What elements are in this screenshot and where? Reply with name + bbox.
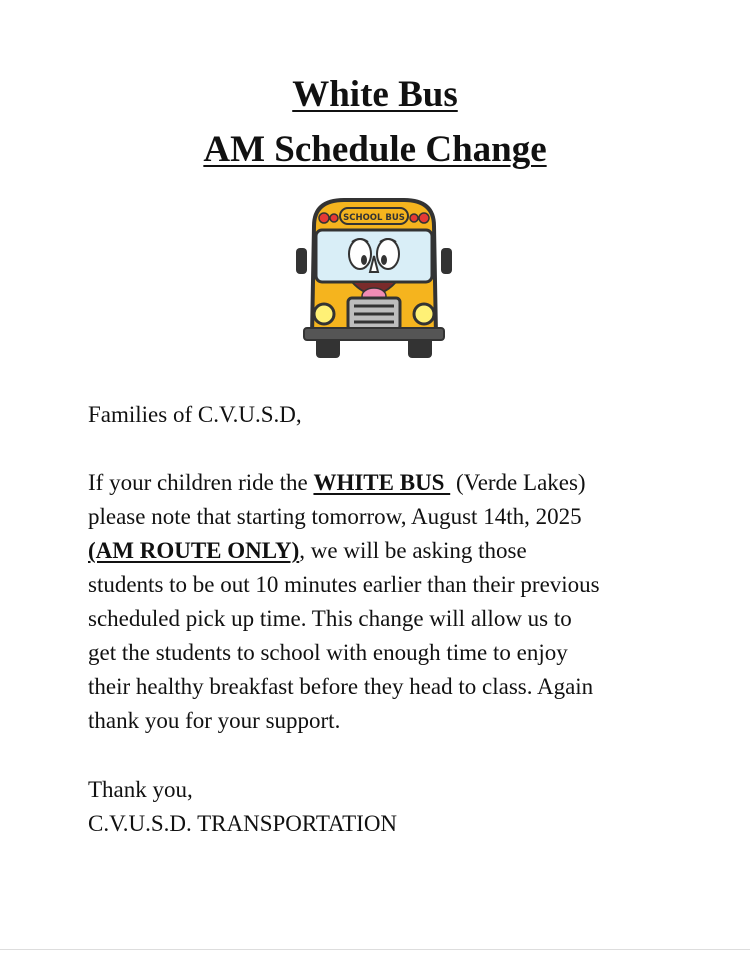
signature: C.V.U.S.D. TRANSPORTATION bbox=[88, 811, 398, 836]
letter-closing bbox=[88, 773, 688, 841]
body-text-line-4: students to be out 10 minutes earlier than their previous bbox=[88, 572, 600, 597]
bus-sign-text: SCHOOL BUS bbox=[343, 213, 405, 223]
body-text-line-7: their healthy breakfast before they head to class. Again bbox=[88, 674, 594, 699]
white-bus-emphasis: WHITE BUS bbox=[313, 470, 451, 495]
page-divider bbox=[0, 949, 750, 950]
title-line-1: White Bus bbox=[292, 74, 458, 115]
body-text-line-5: scheduled pick up time. This change will allow us to bbox=[88, 606, 572, 631]
title-line-2: AM Schedule Change bbox=[203, 129, 547, 170]
letter-greeting: Families of C.V.U.S.D, bbox=[88, 402, 302, 427]
body-text-intro: If your children ride the bbox=[88, 470, 314, 495]
body-text-line-6: get the students to school with enough time to enjoy bbox=[88, 640, 568, 665]
am-route-emphasis: (AM ROUTE ONLY) bbox=[88, 538, 300, 563]
body-text-asking: , we will be asking those bbox=[299, 538, 527, 563]
letter-body bbox=[88, 466, 688, 738]
school-bus-icon bbox=[296, 196, 452, 360]
closing-thanks: Thank you, bbox=[88, 777, 193, 802]
body-text-verde-lakes: (Verde Lakes) bbox=[450, 470, 586, 495]
body-text-date: please note that starting tomorrow, August 14th, 2025 bbox=[88, 504, 582, 529]
body-text-line-8: thank you for your support. bbox=[88, 708, 341, 733]
